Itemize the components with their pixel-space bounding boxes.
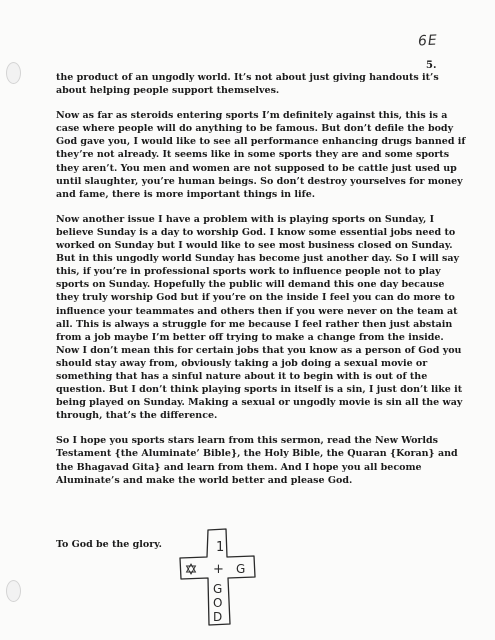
paragraph-4: So I hope you sports stars learn from this sermon, read the New Worlds Testament {the Aluminate’ Bible}, the Holy Bible, the Quaran {Koran} and the Bhagavad Gita} and learn from them. And I hope you all become Aluminate’s and make the world better and please God. xyxy=(56,435,458,486)
cross-bottom-letter-d: D xyxy=(213,610,223,624)
closing-line: To God be the glory. xyxy=(56,539,162,550)
binder-hole-top xyxy=(6,62,21,84)
cross-bottom-letter-o: O xyxy=(213,596,223,610)
cross-right-letter: G xyxy=(236,562,246,576)
cross-bottom-letter-g: G xyxy=(213,582,223,596)
hand-drawn-cross-icon xyxy=(178,527,258,627)
paragraph-3: Now another issue I have a problem with is playing sports on Sunday, I believe Sunday is a day to worship God. I know some essential jobs need to worked on Sunday but I would like to see most business closed on Sunday. But in this ungodly world Sunday has become just another day. So I will say this, if you’re in professional sports work to influence people not to play sports on Sunday. Hopefully the public will demand this one day because they truly worship God but if you’re on the inside I feel you can do more to influence your teammates and others then if you were never on the team at all. This is always a struggle for me because I feel rather then just abstain from a job maybe I’m better off trying to make a change from the inside. Now I don’t mean this for certain jobs that you know as a person of God you should stay away from, obviously taking a job doing a sexual movie or something that has a sinful nature about it to begin with is out of the question. But I don’t think playing sports in itself is a sin, I just don’t like it being played on Sunday. Making a sexual or ungodly movie is sin all the way through, that’s the difference. xyxy=(56,213,463,422)
cross-center-symbol: + xyxy=(213,562,224,577)
handwritten-page-number: 6E xyxy=(417,32,439,50)
paragraph-1: the product of an ungodly world. It’s not about just giving handouts it’s about helping people support themselves. xyxy=(56,72,439,97)
body-text xyxy=(56,71,468,499)
star-of-david-icon xyxy=(187,564,196,574)
paragraph-2: Now as far as steroids entering sports I’m definitely against this, this is a case where people will do anything to be famous. But don’t defile the body God gave you, I would like to see all performance enhancing drugs banned if they’re not already. It seems like in some sports they are and some sports they aren’t. You men and women are not supposed to be cattle just used up until slaughter, you’re human beings. So don’t destroy yourselves for money and fame, there is more important things in life. xyxy=(56,110,466,200)
binder-hole-bottom xyxy=(6,580,21,602)
page-number: 5. xyxy=(426,60,437,71)
cross-top-letter: 1 xyxy=(216,540,225,555)
